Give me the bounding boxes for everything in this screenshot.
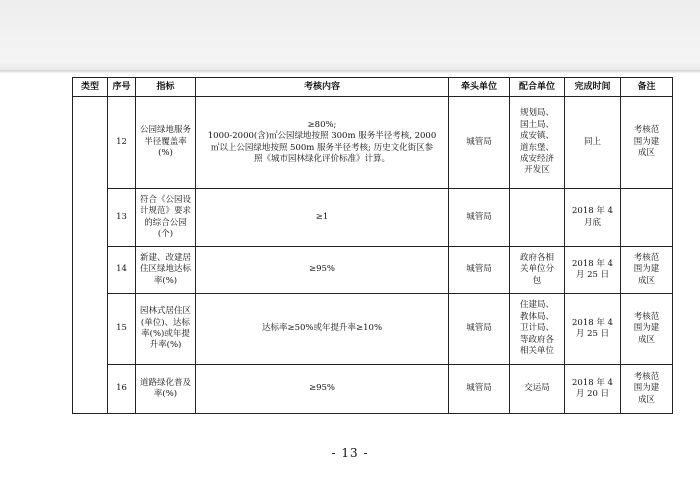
scan-fold-line: [0, 70, 700, 73]
header-remark: 备注: [621, 78, 673, 97]
cooperate-line: 住建局、: [519, 300, 554, 311]
cooperate-line: 关单位分: [519, 264, 554, 275]
lead-unit-cell: 城管局: [449, 247, 510, 294]
remark-line: 成区: [637, 148, 655, 159]
indicator-cell: 道路绿化普及率(%): [136, 365, 196, 414]
deadline-line: 2018 年 4: [572, 317, 613, 328]
table-row: [73, 294, 673, 365]
header-cooperate-unit: 配合单位: [510, 78, 565, 97]
cooperate-line: 卫计局、: [519, 323, 554, 334]
cooperate-line: 国土局、: [519, 119, 554, 130]
content-line: ≥80%;: [307, 119, 337, 130]
cooperate-unit-cell: [510, 189, 565, 247]
cooperate-unit-cell: [510, 294, 565, 365]
row-number: 16: [108, 365, 136, 414]
remark-line: 成区: [637, 394, 655, 405]
cooperate-line: 政府各相: [519, 252, 554, 263]
content-line: ㎡以上公园绿地按照 500m 服务半径考核; 历史文化街区参: [210, 142, 434, 153]
table-row: [73, 97, 673, 189]
cooperate-line: 成安经济: [519, 153, 554, 164]
remark-line: 成区: [637, 334, 655, 345]
row-number: 15: [108, 294, 136, 365]
content-cell: ≥1: [196, 189, 449, 247]
remark-line: 围为建: [633, 136, 660, 147]
cooperate-unit-cell: [510, 97, 565, 189]
deadline-line: 2018 年 4: [572, 258, 613, 269]
remark-cell: [621, 189, 673, 247]
remark-line: 考核范: [633, 371, 660, 382]
content-cell: 达标率≥50%或年提升率≥10%: [196, 294, 449, 365]
deadline-cell: [565, 294, 621, 365]
indicator-cell: 公园绿地服务半径覆盖率(%): [136, 97, 196, 189]
deadline-line: 月 20 日: [575, 389, 610, 399]
row-number: 13: [108, 189, 136, 247]
remark-line: 考核范: [633, 311, 660, 322]
content-cell: ≥95%: [196, 365, 449, 414]
cooperate-line: 相关单位: [519, 346, 554, 357]
header-indicator: 指标: [136, 78, 196, 97]
indicator-cell: 符合《公园设计规范》要求的综合公园(个): [136, 189, 196, 247]
deadline-line: 2018 年 4: [572, 206, 613, 217]
content-line: 1000-2000(含)㎡公园绿地按照 300m 服务半径考核, 2000: [207, 131, 437, 142]
scan-shadow-band: [0, 0, 700, 72]
row-number: 12: [108, 97, 136, 189]
category-cell: [73, 97, 108, 414]
remark-line: 围为建: [633, 264, 660, 275]
cooperate-line: 道东堡、: [519, 142, 554, 153]
header-lead-unit: 牵头单位: [449, 78, 510, 97]
indicator-cell: 园林式居住区(单位)、达标率(%)或年提升率(%): [136, 294, 196, 365]
deadline-line: 2018 年 4: [572, 377, 613, 388]
table-row: [73, 189, 673, 247]
header-number: 序号: [108, 78, 136, 97]
remark-line: 成区: [637, 275, 655, 286]
remark-line: 围为建: [633, 323, 660, 334]
content-cell: ≥95%: [196, 247, 449, 294]
lead-unit-cell: 城管局: [449, 294, 510, 365]
cooperate-unit-cell: [510, 247, 565, 294]
deadline-cell: [565, 247, 621, 294]
deadline-cell: [565, 189, 621, 247]
table-row: [73, 365, 673, 414]
remark-line: 围为建: [633, 383, 660, 394]
content-cell: [196, 97, 449, 189]
assessment-table: [72, 77, 673, 414]
deadline-line: 月 25 日: [575, 329, 610, 339]
table-row: [73, 247, 673, 294]
cooperate-line: 交运局: [524, 383, 550, 394]
row-number: 14: [108, 247, 136, 294]
remark-cell: [621, 97, 673, 189]
remark-line: 考核范: [633, 125, 660, 136]
cooperate-line: 规划局、: [519, 108, 554, 119]
cooperate-line: 教体局、: [519, 311, 554, 322]
remark-cell: [621, 294, 673, 365]
cooperate-line: 成安镇、: [519, 131, 554, 142]
table-header-row: [73, 78, 673, 97]
cooperate-unit-cell: [510, 365, 565, 414]
lead-unit-cell: 城管局: [449, 189, 510, 247]
cooperate-line: 包: [532, 275, 542, 286]
deadline-line: 月底: [583, 217, 601, 228]
deadline-cell: 同上: [565, 97, 621, 189]
deadline-line: 月 25 日: [575, 270, 610, 280]
lead-unit-cell: 城管局: [449, 97, 510, 189]
indicator-cell: 新建、改建居住区绿地达标率(%): [136, 247, 196, 294]
deadline-cell: [565, 365, 621, 414]
remark-line: 考核范: [633, 252, 660, 263]
remark-cell: [621, 365, 673, 414]
header-deadline: 完成时间: [565, 78, 621, 97]
cooperate-line: 开发区: [524, 165, 550, 176]
header-content: 考核内容: [196, 78, 449, 97]
remark-cell: [621, 247, 673, 294]
header-category: 类型: [73, 78, 108, 97]
cooperate-line: 等政府各: [519, 334, 554, 345]
lead-unit-cell: 城管局: [449, 365, 510, 414]
page-number: - 13 -: [331, 446, 369, 460]
content-line: 照《城市园林绿化评价标准》计算。: [253, 153, 390, 164]
